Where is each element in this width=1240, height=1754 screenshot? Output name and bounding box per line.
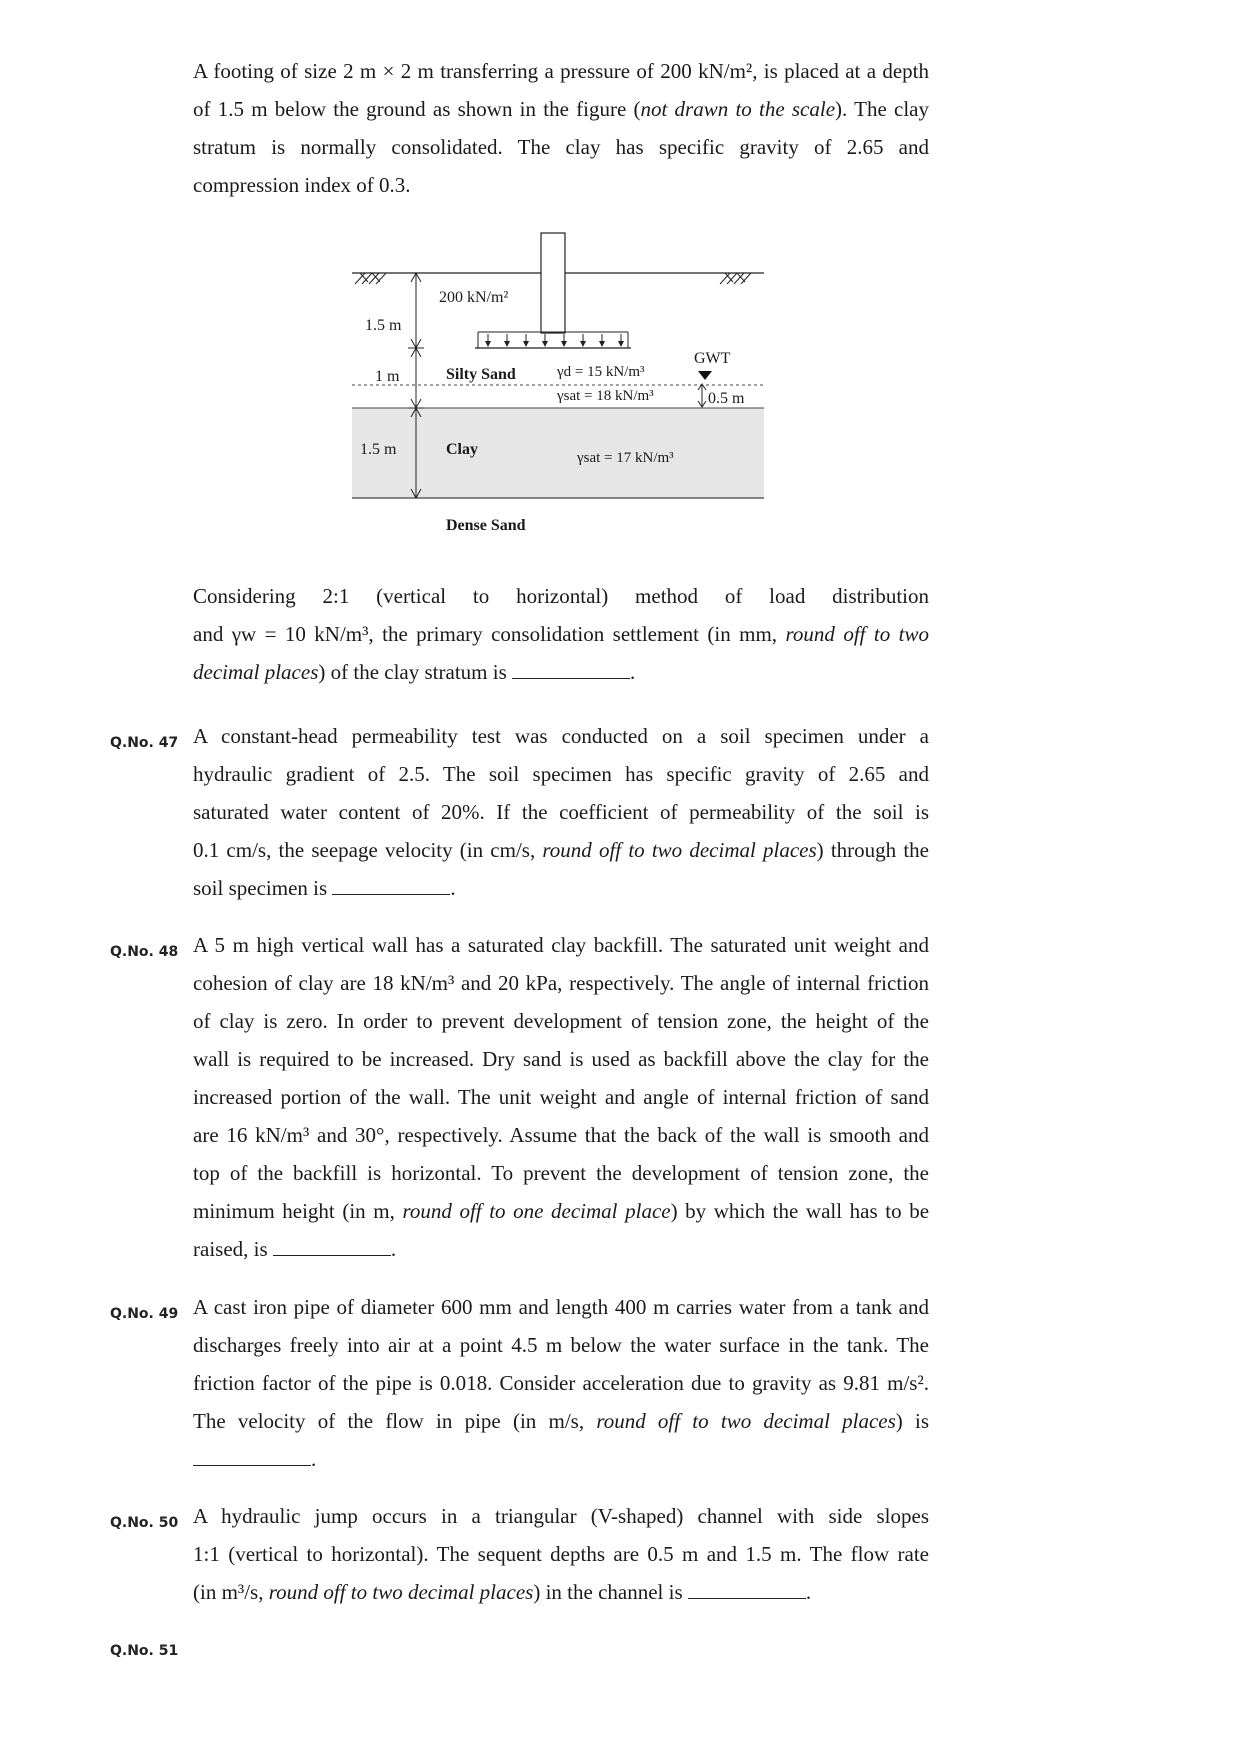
text-line: raised, is .	[193, 1237, 397, 1261]
text-line: A 5 m high vertical wall has a saturated clay backfill. The saturated unit weight and	[193, 933, 929, 957]
answer-blank[interactable]	[688, 1580, 806, 1599]
text-line: .	[193, 1440, 929, 1478]
clay-layer	[352, 408, 764, 498]
question-number: Q.No. 51	[110, 1643, 179, 1659]
gwt-depth-label: 0.5 m	[708, 390, 745, 407]
answer-blank[interactable]	[273, 1237, 391, 1256]
soil-profile-figure	[340, 228, 780, 543]
text-line: A cast iron pipe of diameter 600 mm and length 400 m carries water from a tank and	[193, 1295, 929, 1319]
ground-hatch-left	[355, 273, 386, 284]
gwt-label: GWT	[694, 350, 731, 367]
q47-question	[193, 717, 929, 907]
question-number: Q.No. 49	[110, 1306, 179, 1322]
text-line: The velocity of the flow in pipe (in m/s, round off to two decimal places) is	[193, 1409, 929, 1433]
pressure-arrow-head	[542, 341, 548, 347]
text-line: soil specimen is .	[193, 876, 456, 900]
dense-sand-label: Dense Sand	[446, 517, 526, 534]
q50-question	[193, 1497, 929, 1611]
pressure-arrow-head	[561, 341, 567, 347]
text-line: decimal places) of the clay stratum is .	[193, 660, 636, 684]
question-number: Q.No. 48	[110, 944, 179, 960]
pressure-label: 200 kN/m²	[439, 289, 509, 306]
q46-question	[193, 577, 929, 691]
text-line: cohesion of clay are 18 kN/m³ and 20 kPa, respectively. The angle of internal friction	[193, 971, 929, 995]
q46-intro	[193, 52, 929, 204]
gwt-depth-arrow	[698, 384, 706, 407]
text-line: Considering 2:1 (vertical to horizontal) method of load distribution	[193, 584, 929, 608]
pressure-arrow-head	[599, 341, 605, 347]
pressure-arrow-head	[580, 341, 586, 347]
pressure-arrow-head	[523, 341, 529, 347]
text-line: minimum height (in m, round off to one decimal place) by which the wall has to be	[193, 1199, 930, 1223]
text-line: A constant-head permeability test was conducted on a soil specimen under a	[193, 724, 929, 748]
text-line: (in m³/s, round off to two decimal places) in the channel is .	[193, 1580, 812, 1604]
q48-question	[193, 926, 929, 1268]
pressure-arrow-head	[485, 341, 491, 347]
text-line: compression index of 0.3.	[193, 173, 411, 197]
gwt-triangle	[698, 371, 712, 380]
text-line: A footing of size 2 m × 2 m transferring a pressure of 200 kN/m², is placed at a depth	[193, 59, 929, 83]
text-line: A hydraulic jump occurs in a triangular (V-shaped) channel with side slopes	[193, 1504, 929, 1528]
text-line: increased portion of the wall. The unit weight and angle of internal friction of sand	[193, 1085, 929, 1109]
question-number: Q.No. 47	[110, 735, 179, 751]
answer-blank[interactable]	[193, 1447, 311, 1466]
question-number: Q.No. 50	[110, 1515, 179, 1531]
depth-label-2: 1 m	[375, 368, 400, 385]
clay-label: Clay	[446, 441, 478, 458]
text-line: of clay is zero. In order to prevent development of tension zone, the height of the	[193, 1009, 929, 1033]
text-line: wall is required to be increased. Dry sand is used as backfill above the clay for the	[193, 1047, 929, 1071]
text-line: hydraulic gradient of 2.5. The soil specimen has specific gravity of 2.65 and	[193, 762, 929, 786]
pressure-arrow-head	[618, 341, 624, 347]
text-line: discharges freely into air at a point 4.5 m below the water surface in the tank. The	[193, 1333, 929, 1357]
text-line: are 16 kN/m³ and 30°, respectively. Assume that the back of the wall is smooth and	[193, 1123, 929, 1147]
footing-column	[541, 233, 565, 333]
text-line: saturated water content of 20%. If the coefficient of permeability of the soil is	[193, 800, 929, 824]
text-line: stratum is normally consolidated. The clay has specific gravity of 2.65 and	[193, 135, 929, 159]
gamma-sat-clay-label: γsat = 17 kN/m³	[577, 450, 674, 466]
pressure-arrow-head	[504, 341, 510, 347]
gamma-d-label: γd = 15 kN/m³	[557, 364, 645, 380]
answer-blank[interactable]	[332, 876, 450, 895]
pressure-arrow-set	[485, 334, 624, 347]
gamma-sat-sand-label: γsat = 18 kN/m³	[557, 388, 654, 404]
text-line: and γw = 10 kN/m³, the primary consolidation settlement (in mm, round off to two	[193, 622, 930, 646]
text-line: 1:1 (vertical to horizontal). The sequent depths are 0.5 m and 1.5 m. The flow rate	[193, 1542, 929, 1566]
pressure-arrows	[478, 332, 628, 348]
ground-hatch-right	[720, 273, 751, 284]
silty-sand-label: Silty Sand	[446, 366, 516, 383]
answer-blank[interactable]	[512, 660, 630, 679]
q49-question	[193, 1288, 929, 1478]
text-line: friction factor of the pipe is 0.018. Consider acceleration due to gravity as 9.81 m/s².	[193, 1371, 929, 1395]
text-line: of 1.5 m below the ground as shown in the figure (not drawn to the scale). The clay	[193, 97, 929, 121]
text-line: top of the backfill is horizontal. To prevent the development of tension zone, the	[193, 1161, 929, 1185]
depth-label-1: 1.5 m	[365, 317, 402, 334]
text-line: 0.1 cm/s, the seepage velocity (in cm/s, round off to two decimal places) through the	[193, 838, 929, 862]
depth-label-3: 1.5 m	[360, 441, 397, 458]
